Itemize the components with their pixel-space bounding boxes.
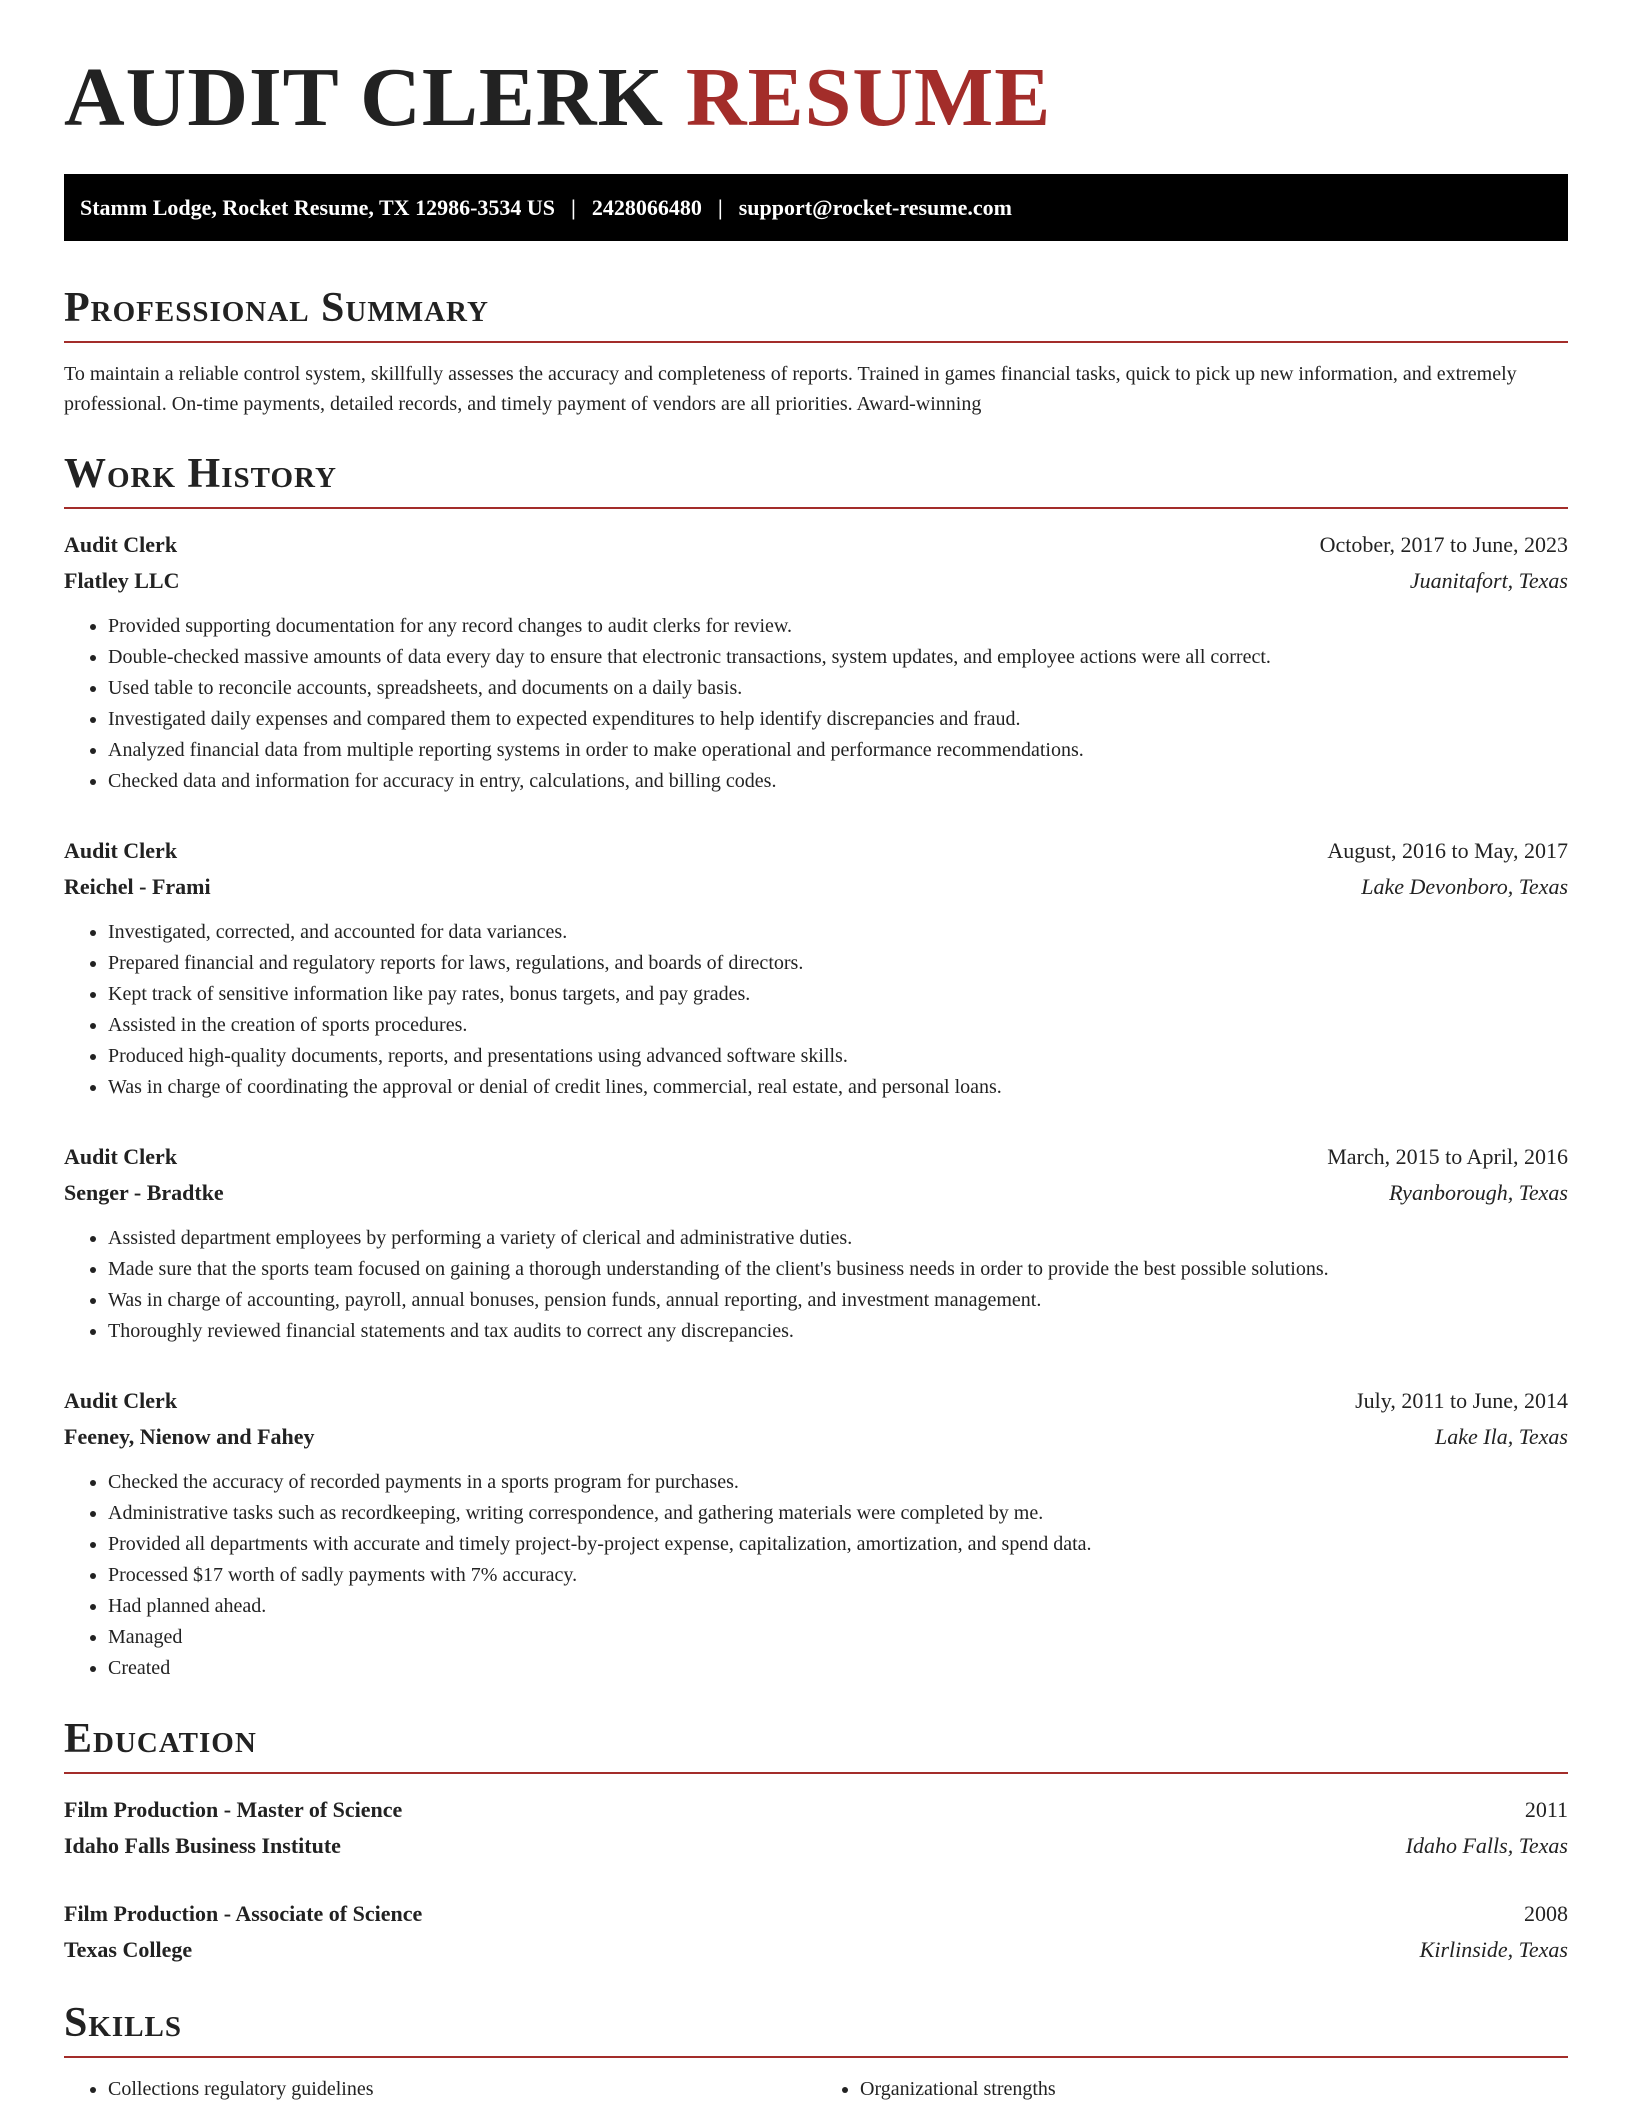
job-bullet: • Had planned ahead. bbox=[108, 1591, 1568, 1622]
job-location: Lake Devonboro, Texas bbox=[1361, 874, 1568, 899]
education-school: Texas College bbox=[64, 1937, 193, 1962]
job-bullet: • Made sure that the sports team focused on gaining a thorough understanding of the client's business needs in order to provide the best possible solutions. bbox=[108, 1254, 1568, 1285]
skill-item: • Organizational strengths bbox=[860, 2074, 1568, 2105]
job-dates: March, 2015 to April, 2016 bbox=[1327, 1144, 1568, 1169]
job-bullet: • Assisted in the creation of sports procedures. bbox=[108, 1010, 1568, 1041]
contact-phone: 2428066480 bbox=[591, 194, 702, 220]
job-dates: August, 2016 to May, 2017 bbox=[1327, 838, 1568, 863]
contact-separator: | bbox=[571, 194, 576, 220]
job-bullet: • Checked the accuracy of recorded payments in a sports program for purchases. bbox=[108, 1467, 1568, 1498]
education-year: 2011 bbox=[1524, 1797, 1568, 1822]
section-heading: Education bbox=[64, 1718, 1568, 1774]
job-bullet: • Was in charge of coordinating the approval or denial of credit lines, commercial, real estate, and personal loans. bbox=[108, 1072, 1568, 1103]
job-title: Audit Clerk bbox=[64, 532, 178, 557]
job-company: Feeney, Nienow and Fahey bbox=[64, 1424, 315, 1449]
title-accent: RESUME bbox=[685, 51, 1052, 144]
job-bullet: • Managed bbox=[108, 1622, 1568, 1653]
job-dates: October, 2017 to June, 2023 bbox=[1319, 532, 1568, 557]
contact-address: Stamm Lodge, Rocket Resume, TX 12986-3534 US bbox=[80, 194, 556, 220]
skills-column-right bbox=[816, 2074, 1568, 2105]
job-bullets bbox=[64, 917, 1568, 1103]
job-dates: July, 2011 to June, 2014 bbox=[1355, 1388, 1568, 1413]
job-title: Audit Clerk bbox=[64, 838, 178, 863]
education-entry bbox=[64, 1896, 1568, 1968]
job-location: Lake Ila, Texas bbox=[1434, 1424, 1568, 1449]
job-bullet: • Was in charge of accounting, payroll, annual bonuses, pension funds, annual reporting, and investment management. bbox=[108, 1285, 1568, 1316]
title-main: AUDIT CLERK bbox=[64, 51, 664, 144]
job-bullet: • Provided supporting documentation for any record changes to audit clerks for review. bbox=[108, 611, 1568, 642]
job-bullet: • Provided all departments with accurate and timely project-by-project expense, capitalization, amortization, and spend data. bbox=[108, 1529, 1568, 1560]
job-bullets bbox=[64, 1467, 1568, 1684]
contact-email: support@rocket-resume.com bbox=[738, 194, 1012, 220]
job-bullets bbox=[64, 1223, 1568, 1347]
job-bullet: • Assisted department employees by performing a variety of clerical and administrative duties. bbox=[108, 1223, 1568, 1254]
job-title: Audit Clerk bbox=[64, 1144, 178, 1169]
section-heading: Professional Summary bbox=[64, 287, 1568, 343]
summary-text: To maintain a reliable control system, skillfully assesses the accuracy and completeness of reports. Trained in games financial tasks, quick to pick up new information, and extremely professional. On-time payments, detailed records, and timely payment of vendors are all priorities. Award-winning bbox=[64, 363, 1517, 415]
job-title: Audit Clerk bbox=[64, 1388, 178, 1413]
job-company: Reichel - Frami bbox=[64, 874, 211, 899]
education-location: Kirlinside, Texas bbox=[1419, 1937, 1568, 1962]
section-heading: Skills bbox=[64, 2002, 1568, 2058]
job-bullet: • Administrative tasks such as recordkeeping, writing correspondence, and gathering materials were completed by me. bbox=[108, 1498, 1568, 1529]
job-entry bbox=[64, 1139, 1568, 1347]
job-bullet: • Used table to reconcile accounts, spreadsheets, and documents on a daily basis. bbox=[108, 673, 1568, 704]
job-bullet: • Created bbox=[108, 1653, 1568, 1684]
resume-title bbox=[64, 51, 1568, 144]
job-bullet: • Checked data and information for accuracy in entry, calculations, and billing codes. bbox=[108, 766, 1568, 797]
job-bullets bbox=[64, 611, 1568, 797]
job-bullet: • Produced high-quality documents, reports, and presentations using advanced software skills. bbox=[108, 1041, 1568, 1072]
job-location: Ryanborough, Texas bbox=[1389, 1180, 1568, 1205]
education-location: Idaho Falls, Texas bbox=[1405, 1833, 1568, 1858]
education-degree: Film Production - Master of Science bbox=[64, 1797, 403, 1822]
contact-separator: | bbox=[717, 194, 723, 220]
job-bullet: • Double-checked massive amounts of data every day to ensure that electronic transactions, system updates, and employee actions were all correct. bbox=[108, 642, 1568, 673]
skills-column-left bbox=[64, 2074, 816, 2105]
skill-item: • Collections regulatory guidelines bbox=[108, 2074, 816, 2105]
job-company: Flatley LLC bbox=[64, 568, 180, 593]
skills-section bbox=[64, 2002, 1568, 2105]
job-bullet: • Investigated daily expenses and compared them to expected expenditures to help identify discrepancies and fraud. bbox=[108, 704, 1568, 735]
education-section bbox=[64, 1718, 1568, 1968]
job-bullet: • Processed $17 worth of sadly payments with 7% accuracy. bbox=[108, 1560, 1568, 1591]
job-bullet: • Thoroughly reviewed financial statements and tax audits to correct any discrepancies. bbox=[108, 1316, 1568, 1347]
job-bullet: • Analyzed financial data from multiple reporting systems in order to make operational and performance recommendations. bbox=[108, 735, 1568, 766]
work-history-section bbox=[64, 453, 1568, 1684]
job-company: Senger - Bradtke bbox=[64, 1180, 224, 1205]
job-entry bbox=[64, 833, 1568, 1103]
education-entry bbox=[64, 1792, 1568, 1864]
job-location: Juanitafort, Texas bbox=[1409, 568, 1568, 593]
job-entry bbox=[64, 527, 1568, 797]
section-heading: Work History bbox=[64, 453, 1568, 509]
education-degree: Film Production - Associate of Science bbox=[64, 1901, 423, 1926]
job-bullet: • Investigated, corrected, and accounted for data variances. bbox=[108, 917, 1568, 948]
contact-bar bbox=[64, 174, 1568, 241]
job-bullet: • Kept track of sensitive information like pay rates, bonus targets, and pay grades. bbox=[108, 979, 1568, 1010]
job-bullet: • Prepared financial and regulatory reports for laws, regulations, and boards of directors. bbox=[108, 948, 1568, 979]
education-school: Idaho Falls Business Institute bbox=[64, 1833, 341, 1858]
job-entry bbox=[64, 1383, 1568, 1684]
summary-section bbox=[64, 287, 1568, 419]
skills-grid bbox=[64, 2074, 1568, 2105]
education-year: 2008 bbox=[1524, 1901, 1568, 1926]
